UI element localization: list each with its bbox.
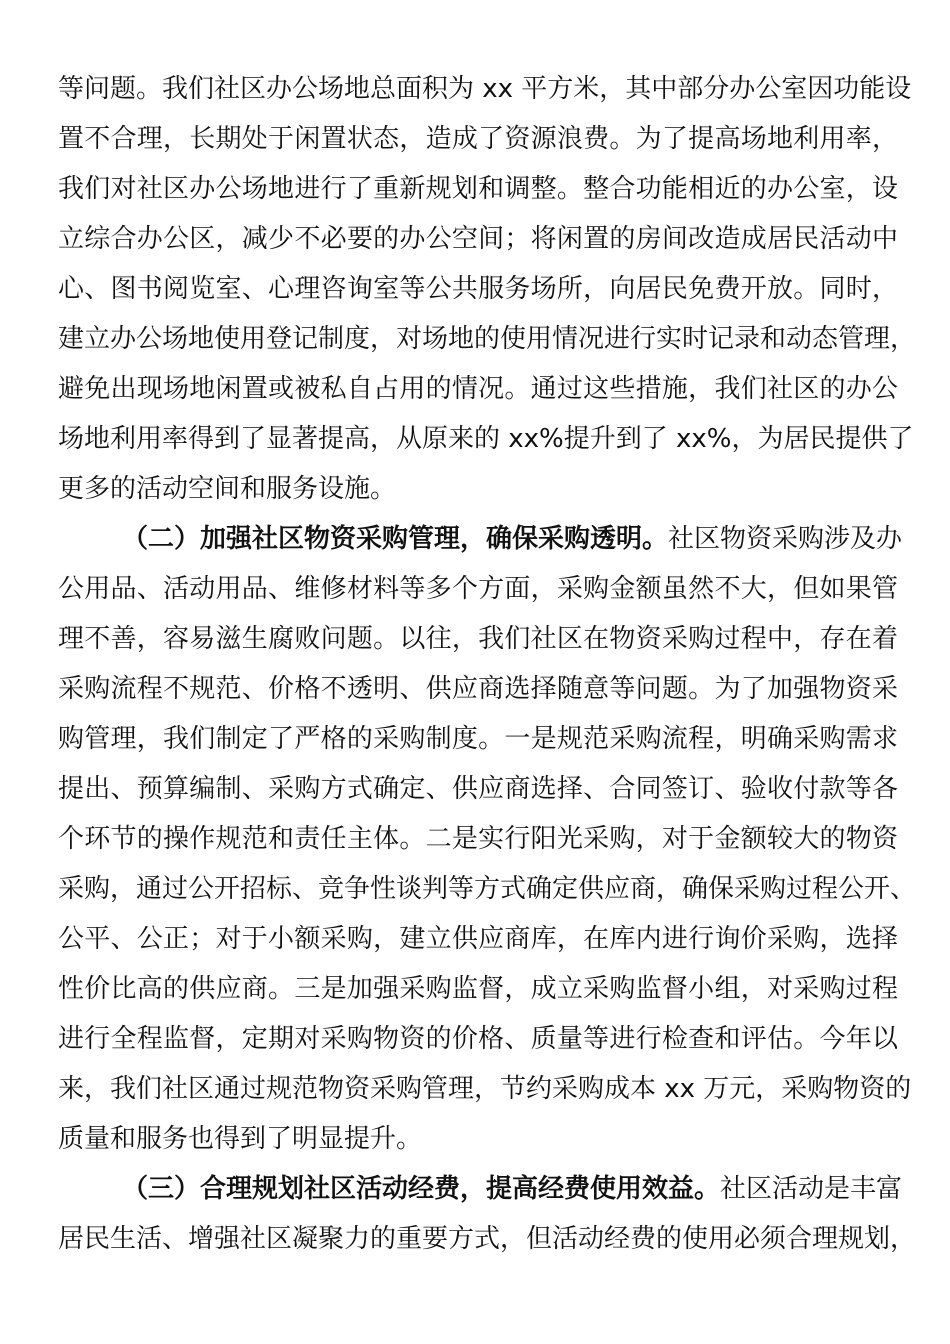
paragraph-line: 居民生活、增强社区凝聚力的重要方式，但活动经费的使用必须合理规划， [58,1224,917,1254]
paragraph-line: 更多的活动空间和服务设施。 [58,474,397,504]
paragraph-line: 立综合办公区，减少不必要的办公空间；将闲置的房间改造成居民活动中 [58,224,898,254]
paragraph-line: 质量和服务也得到了明显提升。 [58,1124,423,1154]
paragraph-line: 我们对社区办公场地进行了重新规划和调整。整合功能相近的办公室，设 [58,174,898,204]
paragraph-line: 采购流程不规范、价格不透明、供应商选择随意等问题。为了加强物资采 [58,674,898,704]
paragraph-line: 避免出现场地闲置或被私自占用的情况。通过这些措施，我们社区的办公 [58,374,898,404]
paragraph-line: 场地利用率得到了显著提高，从原来的 xx%提升到了 xx%，为居民提供了 [58,424,914,454]
paragraph-line: 性价比高的供应商。三是加强采购监督，成立采购监督小组，对采购过程 [58,974,898,1004]
paragraph-line: 个环节的操作规范和责任主体。二是实行阳光采购，对于金额较大的物资 [58,824,898,854]
paragraph-line: 提出、预算编制、采购方式确定、供应商选择、合同签订、验收付款等各 [58,774,898,804]
paragraph-line: 建立办公场地使用登记制度，对场地的使用情况进行实时记录和动态管理， [58,324,917,354]
paragraph-line: 理不善，容易滋生腐败问题。以往，我们社区在物资采购过程中，存在着 [58,624,898,654]
paragraph-line: 公用品、活动用品、维修材料等多个方面，采购金额虽然不大，但如果管 [58,574,898,604]
section-heading: （三）合理规划社区活动经费，提高经费使用效益。 [122,1174,721,1204]
paragraph-line: 来，我们社区通过规范物资采购管理，节约采购成本 xx 万元，采购物资的 [58,1074,912,1104]
section-heading: （二）加强社区物资采购管理，确保采购透明。 [122,524,669,554]
paragraph-line: 公平、公正；对于小额采购，建立供应商库，在库内进行询价采购，选择 [58,924,898,954]
section-heading-line: （三）合理规划社区活动经费，提高经费使用效益。社区活动是丰富 [122,1174,903,1204]
paragraph-line: 采购，通过公开招标、竞争性谈判等方式确定供应商，确保采购过程公开、 [58,874,917,904]
paragraph-line: 购管理，我们制定了严格的采购制度。一是规范采购流程，明确采购需求 [58,724,898,754]
paragraph-line: 等问题。我们社区办公场地总面积为 xx 平方米，其中部分办公室因功能设 [58,74,912,104]
paragraph-line: 置不合理，长期处于闲置状态，造成了资源浪费。为了提高场地利用率， [58,124,898,154]
paragraph-line: 进行全程监督，定期对采购物资的价格、质量等进行检查和评估。今年以 [58,1024,898,1054]
section-heading-line: （二）加强社区物资采购管理，确保采购透明。社区物资采购涉及办 [122,524,903,554]
paragraph-line: 心、图书阅览室、心理咨询室等公共服务场所，向居民免费开放。同时， [58,274,898,304]
